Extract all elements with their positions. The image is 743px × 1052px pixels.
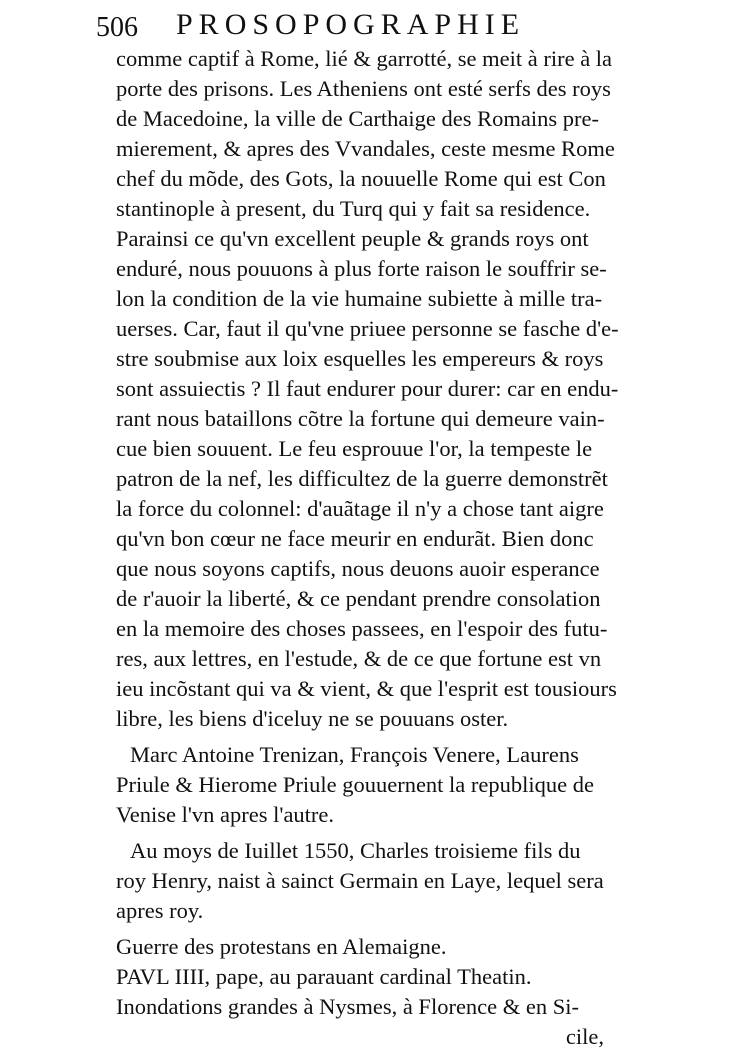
text-line: lon la condition de la vie humaine subiette à mille tra- xyxy=(116,286,603,311)
catchword: cile, xyxy=(565,1024,604,1049)
text-line: Inondations grandes à Nysmes, à Florence & en Si- xyxy=(116,994,580,1019)
text-line: res, aux lettres, en l'estude, & de ce que fortune est vn xyxy=(116,646,602,671)
paragraph-first-line: Au moys de Iuillet 1550, Charles troisieme fils du xyxy=(130,838,581,863)
text-line: Guerre des protestans en Alemaigne. xyxy=(116,934,447,959)
text-line: qu'vn bon cœur ne face meurir en endurãt. Bien donc xyxy=(116,526,594,551)
text-line: Parainsi ce qu'vn excellent peuple & grands roys ont xyxy=(116,226,589,251)
text-line: de r'auoir la liberté, & ce pendant prendre consolation xyxy=(116,586,601,611)
paragraph-first-line: Marc Antoine Trenizan, François Venere, Laurens xyxy=(130,742,579,767)
text-line: ieu incõstant qui va & vient, & que l'esprit est tousiours xyxy=(116,676,617,701)
text-line: Venise l'vn apres l'autre. xyxy=(116,802,335,827)
text-line: uerses. Car, faut il qu'vne priuee personne se fasche d'e- xyxy=(116,316,619,341)
body-text xyxy=(116,44,636,1052)
text-line: en la memoire des choses passees, en l'espoir des futu- xyxy=(116,616,608,641)
text-line: sont assuiectis ? Il faut endurer pour durer: car en endu- xyxy=(116,376,619,401)
text-line: mierement, & apres des Vvandales, ceste mesme Rome xyxy=(116,136,615,161)
text-line: chef du mõde, des Gots, la nouuelle Rome qui est Con xyxy=(116,166,606,191)
text-line: libre, les biens d'iceluy ne se pouuans oster. xyxy=(116,706,509,731)
page-number: 506 xyxy=(96,12,138,43)
text-line: roy Henry, naist à sainct Germain en Laye, lequel sera xyxy=(116,868,604,893)
text-line: la force du colonnel: d'auãtage il n'y a chose tant aigre xyxy=(116,496,604,521)
running-title: PROSOPOGRAPHIE xyxy=(176,8,526,41)
page-header xyxy=(96,8,696,48)
text-line: cue bien souuent. Le feu esprouue l'or, la tempeste le xyxy=(116,436,593,461)
text-line: stantinople à present, du Turq qui y fait sa residence. xyxy=(116,196,591,221)
text-line: enduré, nous pouuons à plus forte raison le souffrir se- xyxy=(116,256,607,281)
text-line: de Macedoine, la ville de Carthaige des Romains pre- xyxy=(116,106,599,131)
text-line: porte des prisons. Les Atheniens ont esté serfs des roys xyxy=(116,76,611,101)
text-line: que nous soyons captifs, nous deuons auoir esperance xyxy=(116,556,600,581)
text-line: stre soubmise aux loix esquelles les empereurs & roys xyxy=(116,346,604,371)
text-line: patron de la nef, les difficultez de la guerre demonstrẽt xyxy=(116,466,608,491)
text-line: Priule & Hierome Priule gouuernent la republique de xyxy=(116,772,594,797)
text-line: PAVL IIII, pape, au parauant cardinal Theatin. xyxy=(116,964,532,989)
text-line: apres roy. xyxy=(116,898,204,923)
text-line: rant nous bataillons cõtre la fortune qui demeure vain- xyxy=(116,406,605,431)
text-line: comme captif à Rome, lié & garrotté, se meit à rire à la xyxy=(116,46,613,71)
